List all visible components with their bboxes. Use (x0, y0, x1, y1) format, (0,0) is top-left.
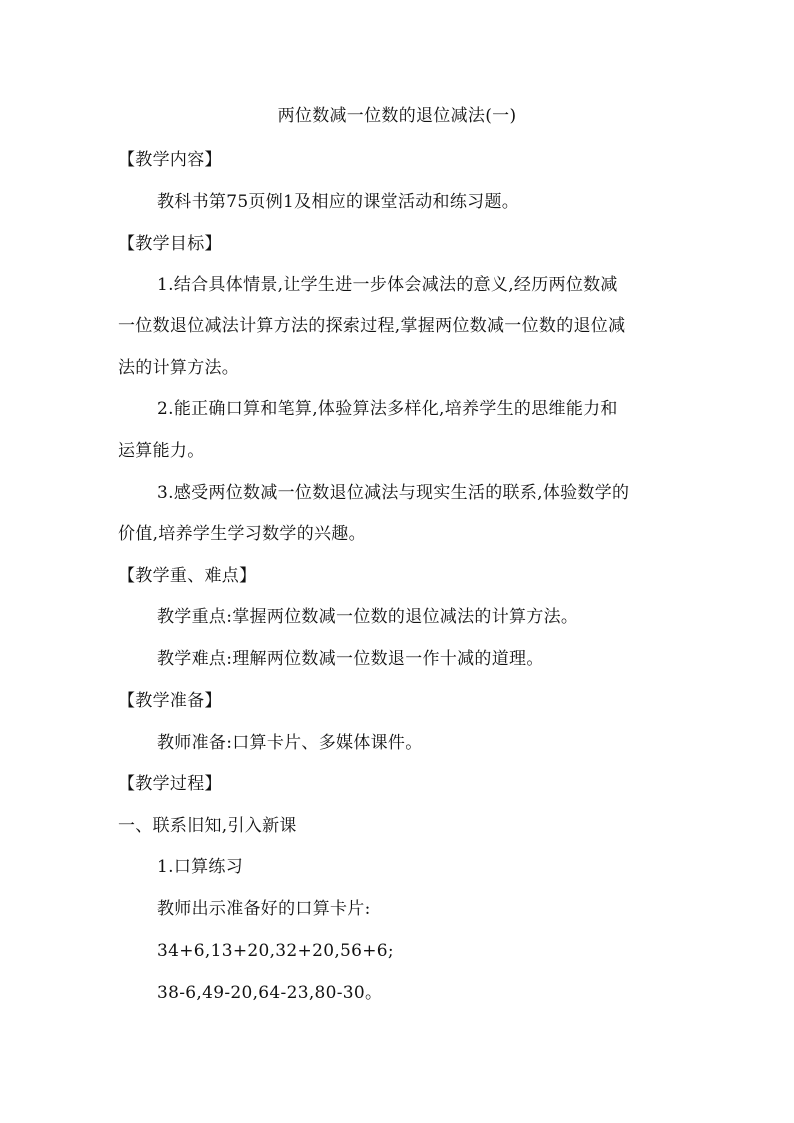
goal3-line2: 价值,培养学生学习数学的兴趣。 (118, 524, 366, 544)
paragraph-prep: 教师准备:口算卡片、多媒体课件。 (157, 733, 423, 753)
goal2-line2: 运算能力。 (118, 441, 205, 461)
goal1-line2: 一位数退位减法计算方法的探索过程,掌握两位数减一位数的退位减 (118, 316, 626, 336)
goal2-line1: 2.能正确口算和笔算,体验算法多样化,培养学生的思维能力和 (157, 399, 618, 419)
section-heading-process: 【教学过程】 (118, 774, 222, 794)
step1-title: 一、联系旧知,引入新课 (118, 816, 297, 836)
oral-cards-line2: 38-6,49-20,64-23,80-30。 (157, 983, 383, 1003)
section-heading-content: 【教学内容】 (118, 150, 222, 170)
section-heading-keypoints: 【教学重、难点】 (118, 566, 257, 586)
goal1-line1: 1.结合具体情景,让学生进一步体会减法的意义,经历两位数减 (157, 275, 618, 295)
section-heading-goals: 【教学目标】 (118, 234, 222, 254)
paragraph-difficulty: 教学难点:理解两位数减一位数退一作十减的道理。 (157, 649, 544, 669)
goal3-line1: 3.感受两位数减一位数退位减法与现实生活的联系,体验数学的 (157, 483, 630, 503)
step1-intro: 教师出示准备好的口算卡片: (157, 899, 371, 919)
step1-subtitle: 1.口算练习 (157, 857, 244, 877)
paragraph-keypoint: 教学重点:掌握两位数减一位数的退位减法的计算方法。 (157, 607, 579, 627)
oral-cards-line1: 34+6,13+20,32+20,56+6; (157, 941, 394, 961)
section-heading-prep: 【教学准备】 (118, 691, 222, 711)
goal1-line3: 法的计算方法。 (118, 358, 240, 378)
document-title: 两位数减一位数的退位减法(一) (277, 106, 517, 126)
paragraph-content: 教科书第75页例1及相应的课堂活动和练习题。 (157, 192, 520, 212)
